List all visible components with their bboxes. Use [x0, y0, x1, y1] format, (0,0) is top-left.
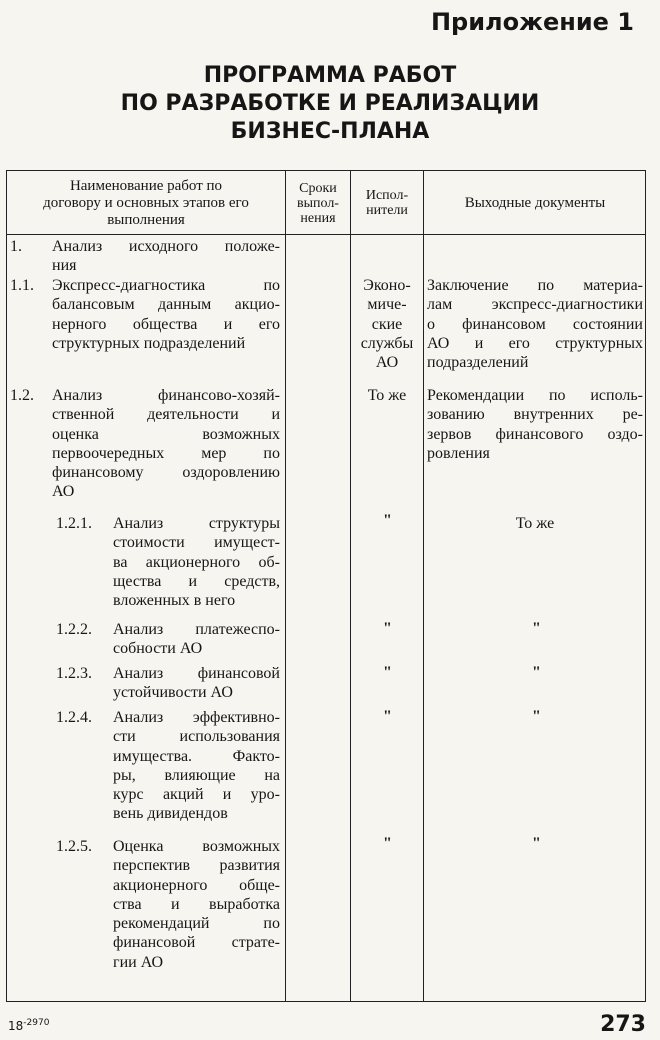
ditto-mark: " [383, 664, 392, 681]
work-name: Анализ платежеспо- собности АО [113, 621, 280, 658]
work-name: Анализ структуры стоимости имущест- ва акционерного об- щества и средств, вложенных в него [113, 515, 280, 610]
ditto-mark: " [532, 835, 541, 852]
ditto-mark: " [532, 620, 541, 637]
row-number: 1.2.3. [56, 665, 92, 682]
column-header-name: Наименование работ по договору и основных этапов его выполнения [43, 177, 249, 228]
title-line: ПО РАЗРАБОТКЕ И РЕАЛИЗАЦИИ [120, 91, 540, 116]
ditto-mark: " [383, 620, 392, 637]
title-line: ПРОГРАММА РАБОТ [203, 63, 457, 88]
work-name: Анализ эффективно- сти использования имущества. Факто- ры, влияющие на курс акций и уро- вень дивидендов [113, 709, 280, 823]
work-name: Анализ исходного положе- ния [52, 238, 280, 275]
output-document: Заключение по материа- лам экспресс-диагностики о финансовом состоянии АО и его структурных подразделений [427, 277, 643, 372]
column-header-terms: Сроки выпол- нения [297, 180, 339, 226]
work-name: Анализ финансово-хозяй- ственной деятельности и оценка возможных первоочередных мер по финансовому оздоровлению АО [52, 387, 280, 501]
output-document: Рекомендации по исполь- зованию внутренних ре- зервов финансового оздо- ровления [427, 387, 643, 462]
ditto-mark: " [532, 664, 541, 681]
work-name: Экспресс-диагностика по балансовым данным акцио- нерного общества и его структурных подразделений [52, 277, 280, 352]
page-title [0, 62, 660, 146]
column-divider [285, 170, 286, 1002]
work-name: Анализ финансовой устойчивости АО [113, 665, 280, 702]
executors-cell: Эконо- миче- ские службы АО [360, 277, 414, 372]
column-header-outputs: Выходные документы [464, 194, 606, 211]
ditto-mark: " [383, 512, 392, 529]
executors-cell: То же [367, 387, 407, 404]
row-number: 1.2.4. [56, 709, 92, 726]
row-number: 1. [10, 238, 22, 255]
row-number: 1.2.1. [56, 515, 92, 532]
column-divider [423, 170, 424, 1002]
page-number: 273 [600, 1012, 646, 1037]
title-line: БИЗНЕС-ПЛАНА [230, 119, 430, 144]
printer-signature: $18^{-2970}$ [8, 1018, 50, 1033]
column-header-executors: Испол- нители [365, 188, 409, 218]
ditto-mark: " [383, 708, 392, 725]
work-name: Оценка возможных перспектив развития акционерного обще- ства и выработка рекомендаций по финансовой страте- гии АО [113, 838, 280, 971]
row-number: 1.2. [10, 387, 34, 404]
row-number: 1.2.5. [56, 838, 92, 855]
row-number: 1.1. [10, 277, 34, 294]
ditto-mark: " [383, 835, 392, 852]
ditto-mark: " [532, 708, 541, 725]
output-document: То же [515, 515, 555, 532]
header-divider [6, 234, 646, 235]
row-number: 1.2.2. [56, 621, 92, 638]
appendix-label: Приложение 1 [430, 8, 634, 36]
column-divider [350, 170, 351, 1002]
